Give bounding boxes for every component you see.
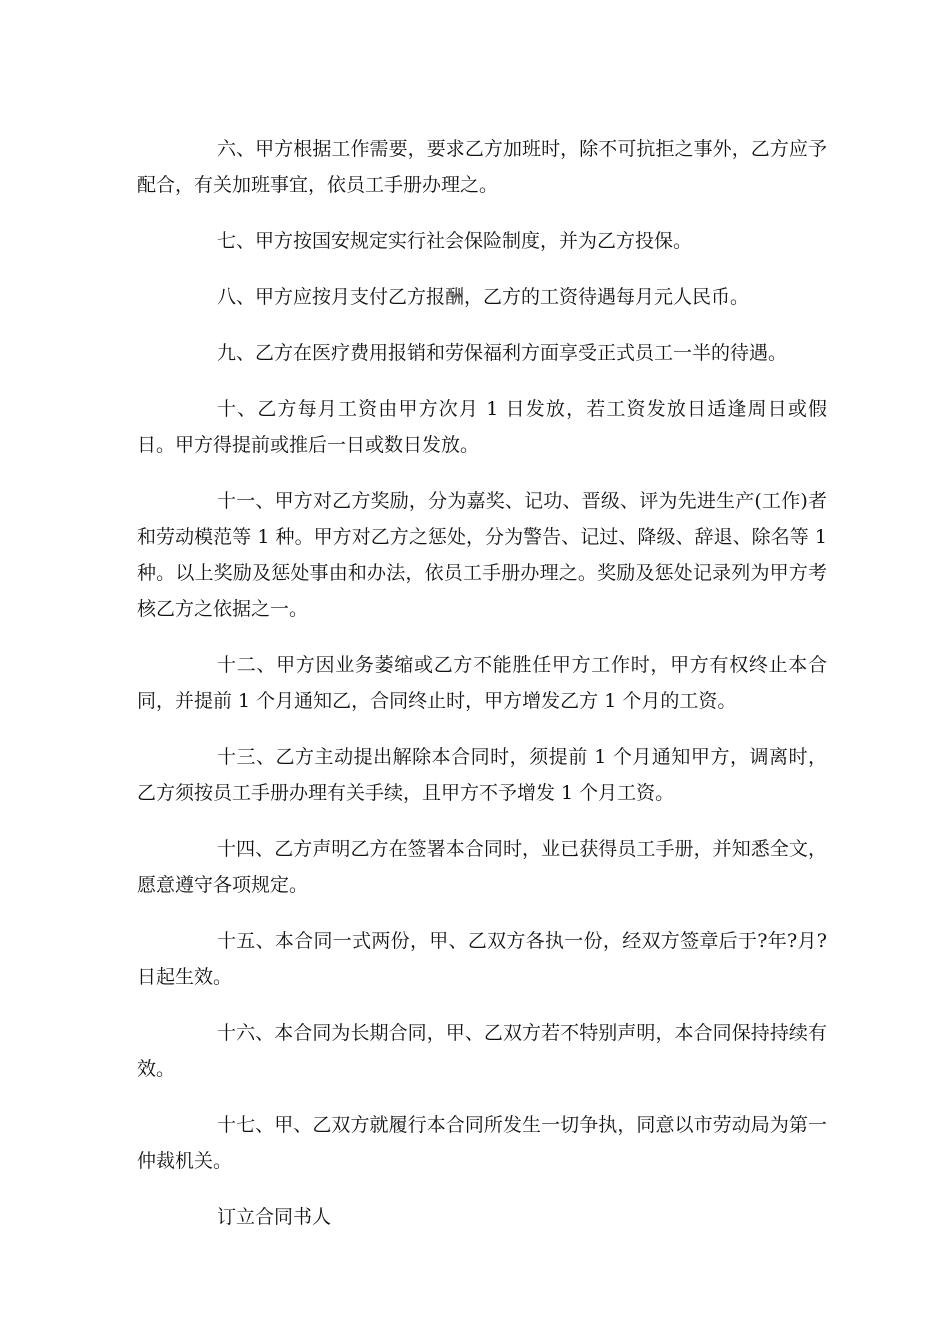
signature-line: 订立合同书人 (217, 1206, 332, 1228)
clause-16: 十六、本合同为长期合同，甲、乙双方若不特别声明，本合同保持持续有效。 (137, 1022, 827, 1080)
contract-body (137, 131, 834, 1255)
clause-13: 十三、乙方主动提出解除本合同时，须提前 1 个月通知甲方，调离时，乙方须按员工手册办理有关手续，且甲方不予增发 1 个月工资。 (137, 746, 827, 804)
clause-7: 七、甲方按国安规定实行社会保险制度，并为乙方投保。 (217, 230, 693, 252)
clause-8: 八、甲方应按月支付乙方报酬，乙方的工资待遇每月元人民币。 (217, 286, 750, 308)
clause-15: 十五、本合同一式两份，甲、乙双方各执一份，经双方签章后于?年?月?日起生效。 (137, 930, 827, 988)
clause-10: 十、乙方每月工资由甲方次月 1 日发放，若工资发放日适逢周日或假日。甲方得提前或推后一日或数日发放。 (137, 398, 827, 456)
clause-11: 十一、甲方对乙方奖励，分为嘉奖、记功、晋级、评为先进生产(工作)者和劳动模范等 1 种。甲方对乙方之惩处，分为警告、记过、降级、辞退、除名等 1 种。以上奖励及惩处事由和办法，依员工手册办理之。奖励及惩处记录列为甲方考核乙方之依据之一。 (137, 490, 834, 620)
clause-12: 十二、甲方因业务萎缩或乙方不能胜任甲方工作时，甲方有权终止本合同，并提前 1 个月通知乙，合同终止时，甲方增发乙方 1 个月的工资。 (137, 654, 827, 712)
clause-17: 十七、甲、乙双方就履行本合同所发生一切争执，同意以市劳动局为第一仲裁机关。 (137, 1114, 827, 1172)
clause-6: 六、甲方根据工作需要，要求乙方加班时，除不可抗拒之事外，乙方应予配合，有关加班事宜，依员工手册办理之。 (137, 138, 827, 196)
clause-9: 九、乙方在医疗费用报销和劳保福利方面享受正式员工一半的待遇。 (217, 342, 788, 364)
clause-14: 十四、乙方声明乙方在签署本合同时，业已获得员工手册，并知悉全文，愿意遵守各项规定。 (137, 838, 827, 896)
